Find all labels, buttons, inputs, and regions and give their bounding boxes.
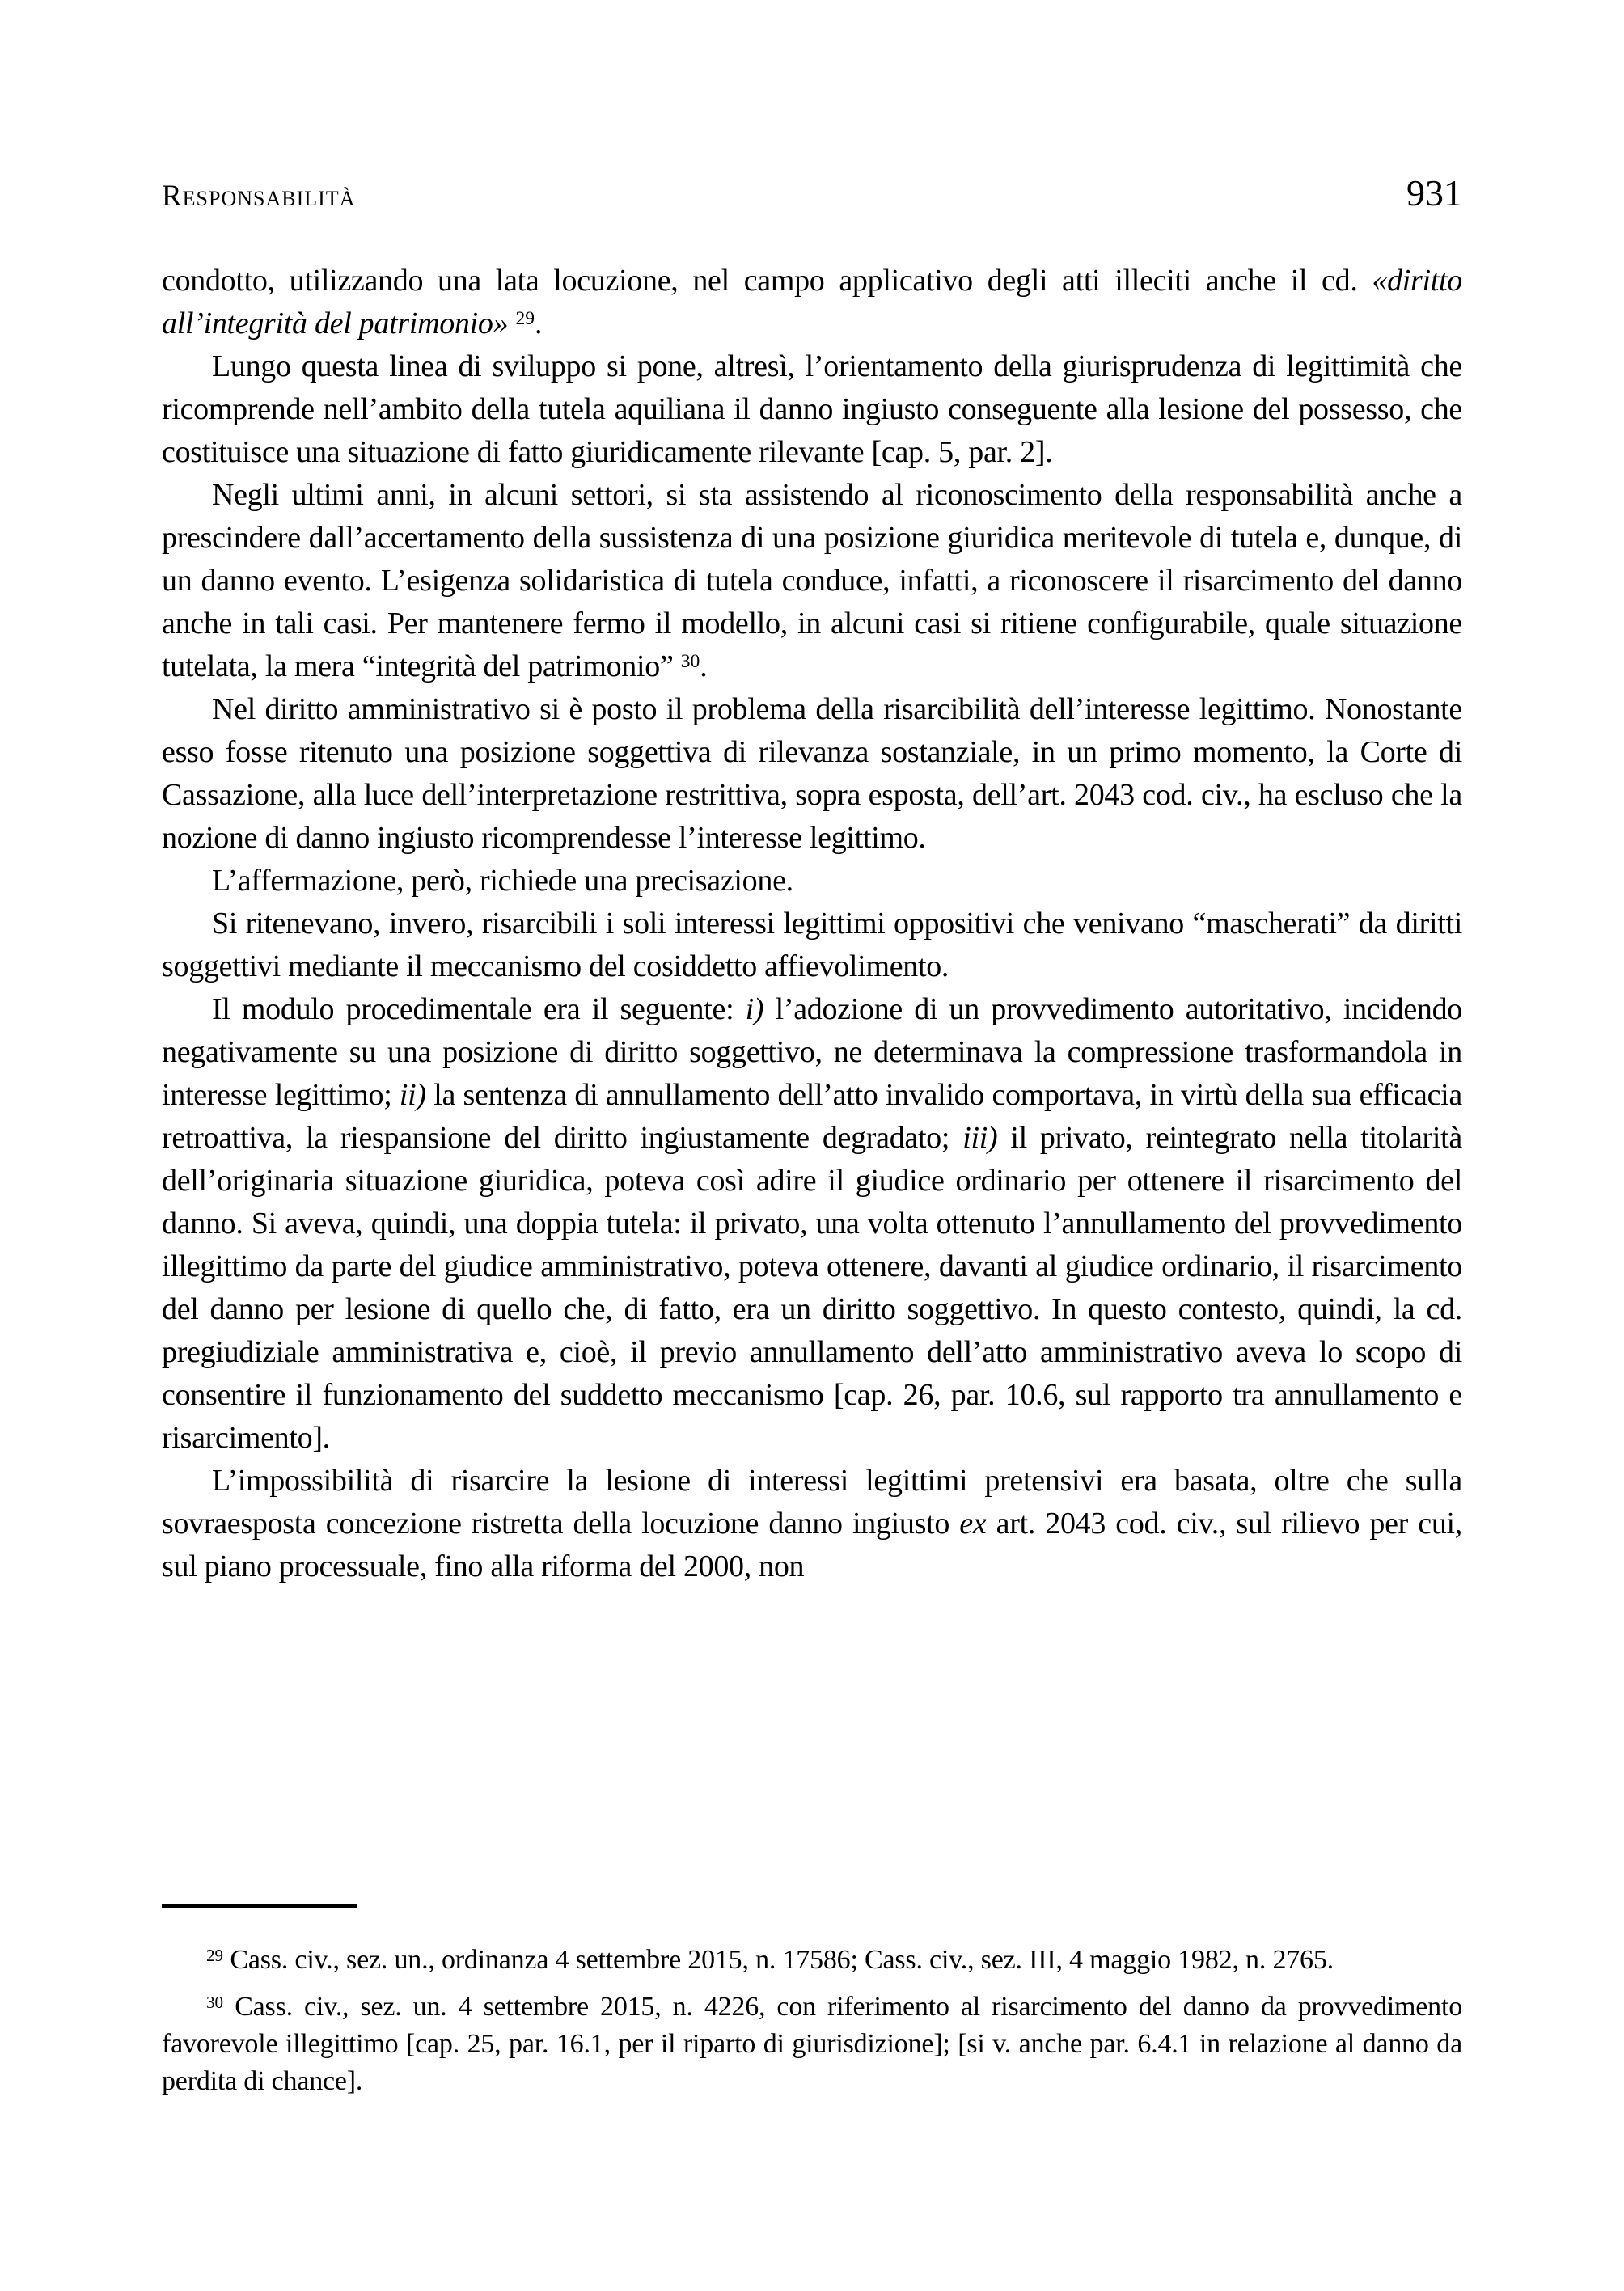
- paragraph: [162, 988, 1462, 1460]
- text-segment: Nel diritto amministrativo si è posto il problema della risarcibilità dell’interesse legittimo. Nonostante esso fosse ritenuto una posizione soggettiva di rilevanza sostanziale, in un primo momento, la Corte di Cassazione, alla luce dell’interpretazione restrittiva, sopra esposta, dell’art. 2043 cod. civ., ha escluso che la nozione di danno ingiusto ricomprendesse l’interesse legittimo.: [162, 692, 1462, 855]
- text-segment: il privato, reintegrato nella titolarità dell’originaria situazione giuridica, poteva così adire il giudice ordinario per ottenere il risarcimento del danno. Si aveva, quindi, una doppia tutela: il privato, una volta ottenuto l’annullamento del provvedimento illegittimo da parte del giudice amministrativo, poteva ottenere, davanti al giudice ordinario, il risarcimento del danno per lesione di quello che, di fatto, era un diritto soggettivo. In questo contesto, quindi, la cd. pregiudiziale amministrativa e, cioè, il previo annullamento dell’atto amministrativo aveva lo scopo di consentire il funzionamento del suddetto meccanismo [cap. 26, par. 10.6, sul rapporto tra annullamento e risarcimento].: [162, 1121, 1462, 1455]
- footnote-number: 29: [206, 1945, 224, 1965]
- footnote-list: [162, 1942, 1462, 2100]
- text-segment: «diritto all’integrità del patrimonio»: [162, 264, 1462, 340]
- page-number: 931: [1406, 172, 1462, 213]
- text-segment: iii): [962, 1121, 998, 1155]
- footnote-number: 30: [206, 1992, 224, 2012]
- text-segment: la sentenza di annullamento dell’atto invalido comportava, in virtù della sua efficacia retroattiva, la riespansione del diritto ingiustamente degradato;: [162, 1078, 1462, 1155]
- paragraph: [162, 260, 1462, 345]
- running-title: Responsabilità: [162, 180, 356, 213]
- text-segment: i): [745, 992, 764, 1026]
- footnote-separator: [162, 1904, 357, 1908]
- paragraph: [162, 474, 1462, 688]
- footnote: [162, 1989, 1462, 2100]
- text-segment: L’impossibilità di risarcire la lesione di interessi legittimi pretensivi era basata, oltre che sulla sovraesposta concezione ristretta della locuzione danno ingiusto: [162, 1464, 1462, 1541]
- footnotes-section: [162, 1904, 1462, 2110]
- paragraph: [162, 688, 1462, 860]
- text-segment: L’affermazione, però, richiede una precisazione.: [212, 864, 793, 898]
- footnote-reference: 29: [515, 308, 535, 330]
- text-segment: .: [535, 306, 543, 340]
- text-segment: Negli ultimi anni, in alcuni settori, si sta assistendo al riconoscimento della responsabilità anche a prescindere dall’accertamento della sussistenza di una posizione giuridica meritevole di tutela e, dunque, di un danno evento. L’esigenza solidaristica di tutela conduce, infatti, a riconoscere il risarcimento del danno anche in tali casi. Per mantenere fermo il modello, in alcuni casi si ritiene configurabile, quale situazione tutelata, la mera “integrità del patrimonio”: [162, 478, 1462, 683]
- paragraph: [162, 1460, 1462, 1588]
- text-segment: art. 2043 cod. civ., sul rilievo per cui, sul piano processuale, fino alla riforma del 2000, non: [162, 1507, 1462, 1583]
- text-segment: Cass. civ., sez. un., ordinanza 4 settembre 2015, n. 17586; Cass. civ., sez. III, 4 maggio 1982, n. 2765.: [230, 1945, 1334, 1975]
- text-segment: .: [700, 649, 708, 683]
- text-segment: Si ritenevano, invero, risarcibili i soli interessi legittimi oppositivi che venivano “mascherati” da diritti soggettivi mediante il meccanismo del cosiddetto affievolimento.: [162, 907, 1462, 983]
- paragraph: [162, 345, 1462, 474]
- text-segment: ex: [959, 1507, 987, 1541]
- text-segment: ii): [399, 1078, 426, 1112]
- paragraph: [162, 902, 1462, 988]
- text-segment: l’adozione di un provvedimento autoritativo, incidendo negativamente su una posizione di diritto soggettivo, ne determinava la compressione trasformandola in interesse legittimo;: [162, 992, 1462, 1112]
- footnote: [162, 1942, 1462, 1979]
- footnote-reference: 30: [680, 651, 700, 673]
- page-header: [162, 171, 1462, 214]
- text-segment: Lungo questa linea di sviluppo si pone, altresì, l’orientamento della giurisprudenza di legittimità che ricomprende nell’ambito della tutela aquiliana il danno ingiusto conseguente alla lesione del possesso, che costituisce una situazione di fatto giuridicamente rilevante [cap. 5, par. 2].: [162, 349, 1462, 469]
- body-text: [162, 260, 1462, 1588]
- text-segment: [508, 306, 515, 340]
- text-segment: condotto, utilizzando una lata locuzione, nel campo applicativo degli atti illeciti anche il cd.: [162, 264, 1372, 298]
- text-segment: Il modulo procedimentale era il seguente:: [212, 992, 746, 1026]
- text-segment: Cass. civ., sez. un. 4 settembre 2015, n. 4226, con riferimento al risarcimento del danno da provvedimento favorevole illegittimo [cap. 25, par. 16.1, per il riparto di giurisdizione]; [si v. anche par. 6.4.1 in relazione al danno da perdita di chance].: [162, 1992, 1462, 2096]
- paragraph: [162, 860, 1462, 902]
